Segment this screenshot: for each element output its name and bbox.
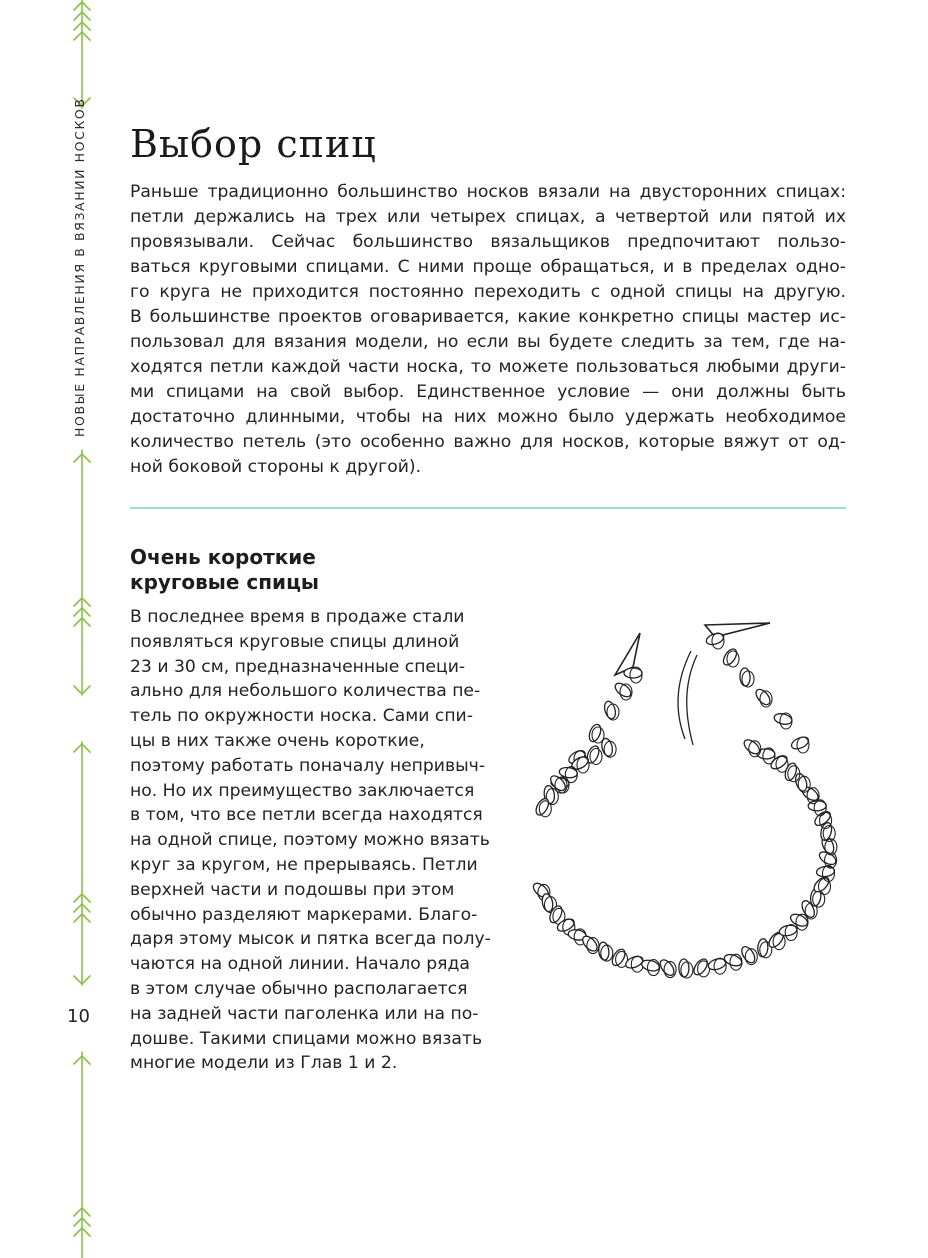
stitch-loop (587, 723, 603, 743)
stitch-loop (603, 700, 618, 720)
section-heading (130, 545, 510, 595)
section-body-line: круг за кругом, не прерываясь. Петли (130, 854, 478, 875)
yarn-tail (687, 655, 697, 745)
intro-line: пользовал для вязания модели, но если вы будете следить за тем, где на- (130, 332, 846, 352)
stitch-loop (757, 938, 768, 957)
section-body-line: ально для небольшого количества пе- (130, 681, 481, 702)
running-section-title-text: НОВЫЕ НАПРАВЛЕНИЯ В ВЯЗАНИИ НОСКОВ (72, 97, 87, 437)
intro-line: ми спицами на свой выбор. Единственное условие — они должны быть (130, 382, 846, 402)
circular-knitting-needles-illustration (515, 615, 850, 1000)
intro-paragraph (130, 180, 846, 480)
page-number: 10 (67, 1006, 90, 1027)
section-body-line: в этом случае обычно располагается (130, 978, 468, 999)
stitch-loop (790, 735, 811, 751)
section-body-line: на задней части паголенка или на по- (130, 1003, 479, 1024)
stitch-loop (624, 668, 642, 678)
section-body-paragraph (130, 605, 500, 1076)
intro-line: петли держались на трех или четырех спицах, а четвертой или пятой их (130, 207, 846, 227)
intro-line: ной боковой стороны к другой). (130, 457, 422, 477)
section-body-line: на одной спице, поэтому можно вязать (130, 830, 490, 851)
section-divider (130, 507, 846, 509)
section-body-line: даря этому мысок и пятка всегда полу- (130, 929, 491, 950)
section-body-line: верхней части и подошвы при этом (130, 879, 455, 900)
stitch-loop (721, 647, 739, 668)
section-body-line: чаются на одной линии. Начало ряда (130, 954, 470, 975)
intro-line: В большинстве проектов оговаривается, какие конкретно спицы мастер ис- (130, 307, 846, 327)
section-body-line: дошве. Такими спицами можно вязать (130, 1028, 483, 1049)
section-heading-line: круговые спицы (130, 570, 319, 594)
section-body-line: многие модели из Глав 1 и 2. (130, 1053, 398, 1074)
section-body-line: тель по окружности носка. Сами спи- (130, 706, 473, 727)
intro-line: провязывали. Сейчас большинство вязальщиков предпочитают пользо- (130, 232, 846, 252)
intro-line: достаточно длинными, чтобы на них можно было удержать необходимое (130, 407, 846, 427)
stitch-loop (598, 942, 610, 961)
intro-line: го круга не приходится постоянно переходить с одной спицы на другую. (130, 282, 846, 302)
running-section-title (72, 97, 92, 457)
section-body-line: но. Но их преимущество заключается (130, 780, 475, 801)
section-body-line: В последнее время в продаже стали (130, 607, 465, 627)
stitch-loop (613, 681, 633, 700)
stitch-loop (794, 772, 809, 792)
section-body-line: обычно разделяют маркерами. Благо- (130, 904, 478, 925)
page-title: Выбор спиц (130, 122, 377, 166)
section-heading-line: Очень короткие (130, 545, 316, 569)
stitch-loop (691, 957, 710, 977)
intro-line: Раньше традиционно большинство носков вязали на двусторонних спицах: (130, 182, 846, 202)
section-body-line: поэтому работать поначалу непривыч- (130, 755, 486, 776)
stitch-loop (658, 957, 677, 977)
intro-line: ходятся петли каждой части носка, то можете пользоваться любыми други- (130, 357, 846, 377)
section-body-line: 23 и 30 см, предназначенные специ- (130, 656, 466, 677)
section-body-line: цы в них также очень короткие, (130, 730, 425, 751)
stitch-loop (753, 687, 772, 707)
section-body-line: в том, что все петли всегда находятся (130, 805, 483, 826)
intro-line: ваться круговыми спицами. С ними проще обращаться, и в пределах одно- (130, 257, 846, 277)
section-body-line: появляться круговые спицы длиной (130, 631, 460, 652)
intro-line: количество петель (это особенно важно для носков, которые вяжут от од- (130, 432, 846, 452)
stitch-loop (541, 893, 554, 913)
